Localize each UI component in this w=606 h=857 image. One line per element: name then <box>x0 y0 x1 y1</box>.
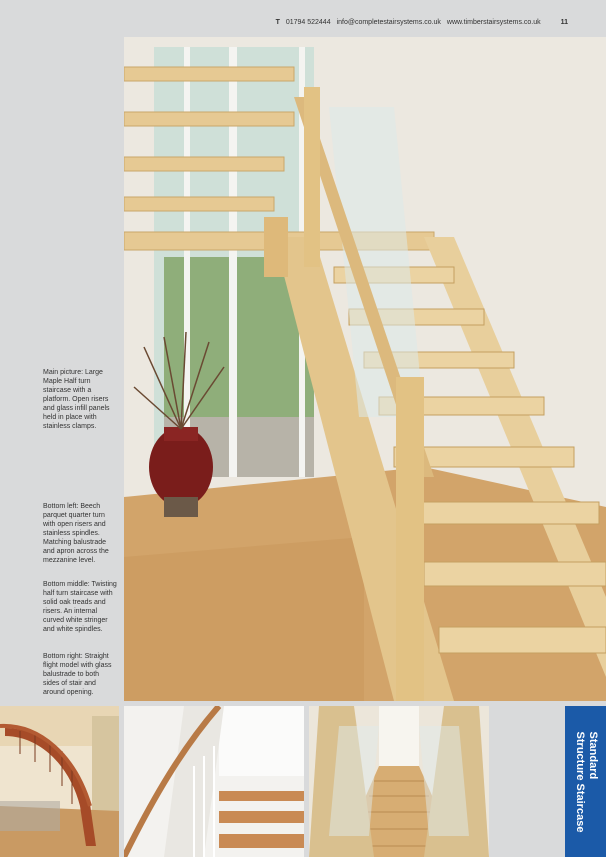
main-staircase-photo <box>124 37 606 701</box>
photo-bottom-middle <box>124 706 304 857</box>
title-line-1: Standard <box>586 731 599 779</box>
phone-number: 01794 522444 <box>285 19 331 26</box>
section-title <box>573 731 599 832</box>
photo-bottom-right <box>309 706 489 857</box>
website-address: www.timberstairsystems.co.uk <box>446 19 541 26</box>
caption-bottom-left: Bottom left: Beech parquet quarter turn with open risers and stainless spindles. Matching balustrade and apron across the mezzanine level. <box>43 503 109 564</box>
contact-header <box>272 19 568 26</box>
page-number: 11 <box>560 19 568 26</box>
caption-bottom-middle: Bottom middle: Twisting half turn staircase with solid oak treads and risers. An internal curved white stringer and white spindles. <box>43 581 117 633</box>
phone-prefix: T <box>275 19 280 26</box>
caption-main: Main picture: Large Maple Half turn staircase with a platform. Open risers and glass infill panels held in place with stainless clamps. <box>43 369 110 430</box>
caption-bottom-right: Bottom right: Straight flight model with glass balustrade to both sides of stair and around opening. <box>43 653 112 696</box>
title-line-2: Structure Staircase <box>573 731 586 832</box>
section-title-panel <box>565 706 606 857</box>
photo-bottom-left <box>0 706 119 857</box>
email-address: info@completestairsystems.co.uk <box>336 19 441 26</box>
